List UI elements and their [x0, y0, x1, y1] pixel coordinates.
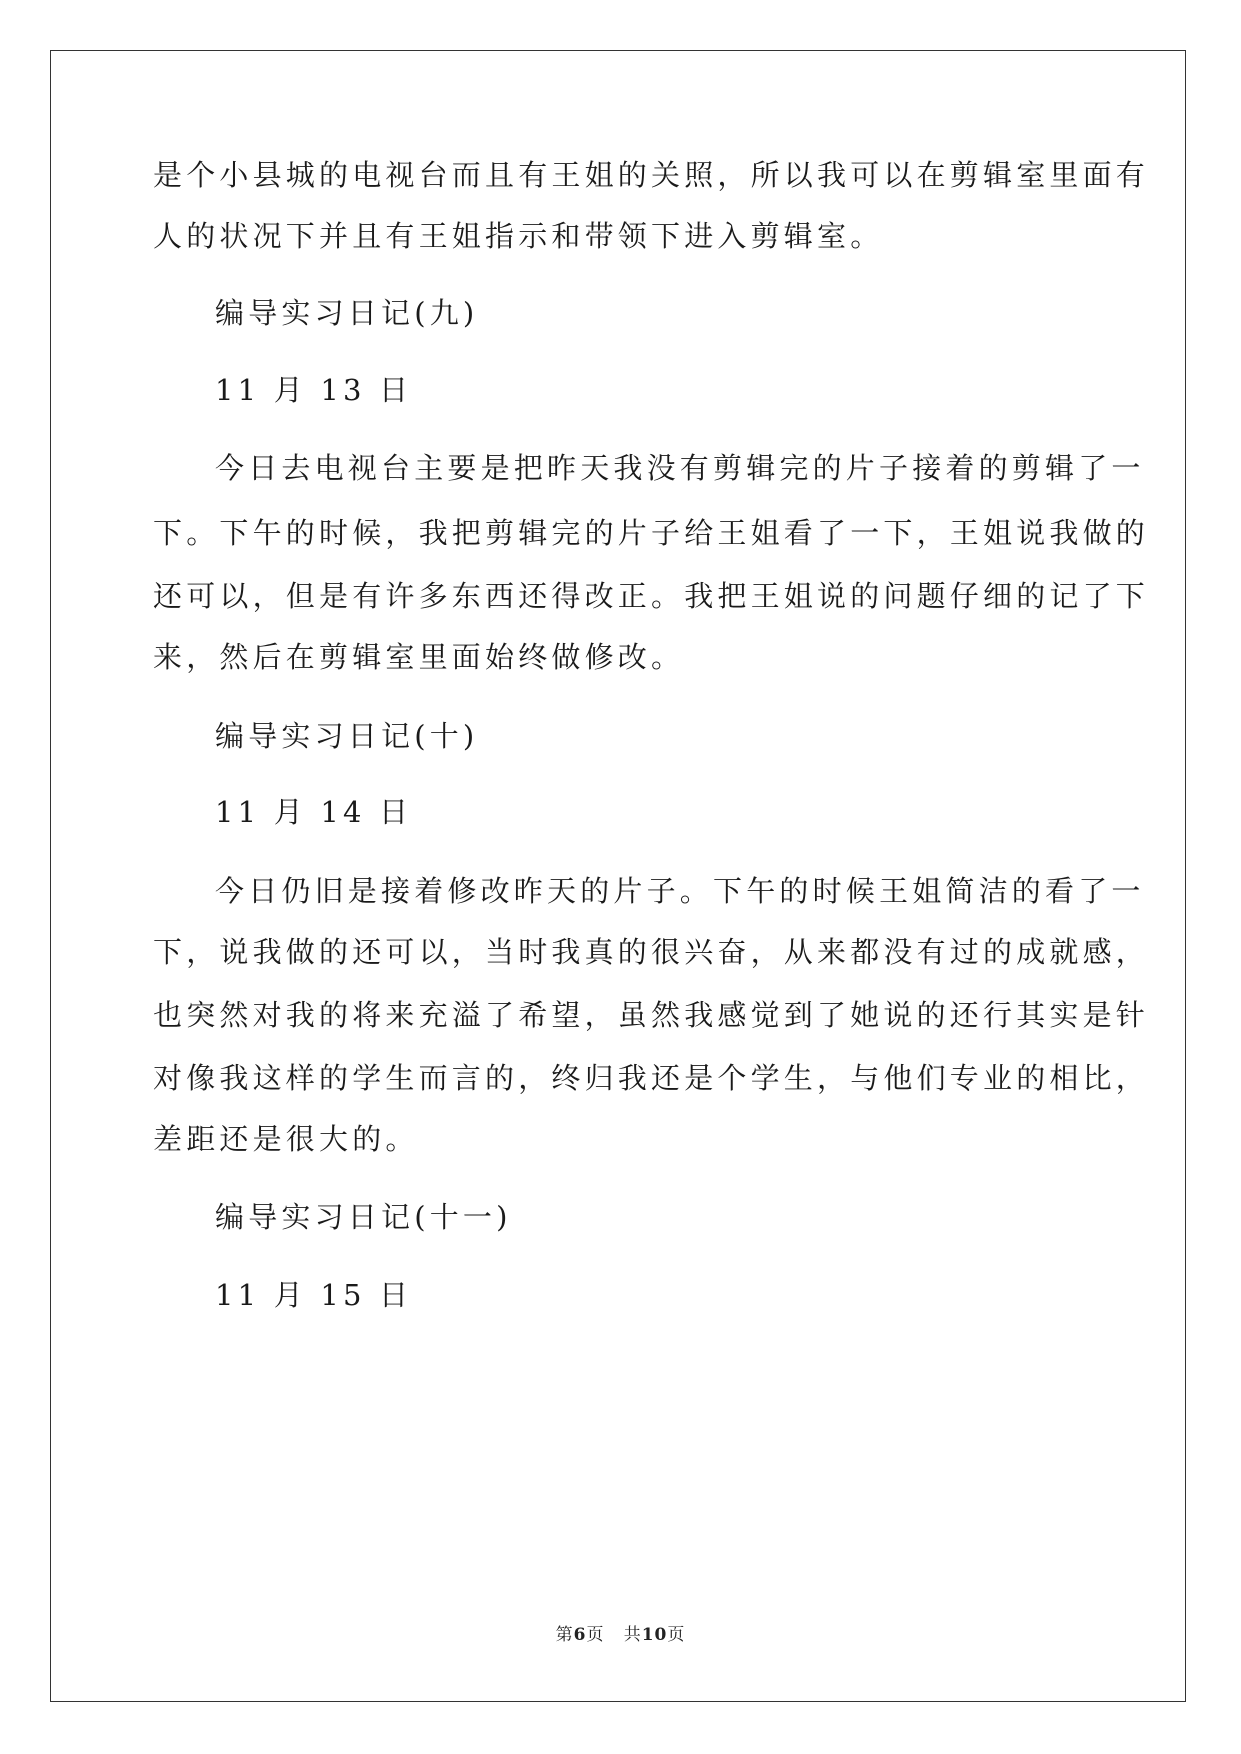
- section-heading: 编导实习日记(十): [215, 719, 479, 753]
- paragraph-line: 今日仍旧是接着修改昨天的片子。下午的时候王姐简洁的看了一: [215, 874, 1145, 908]
- page-prefix: 第: [555, 1625, 574, 1645]
- paragraph-line: 是个小县城的电视台而且有王姐的关照，所以我可以在剪辑室里面有: [153, 158, 1150, 192]
- paragraph-line: 下。下午的时候，我把剪辑完的片子给王姐看了一下，王姐说我做的: [153, 516, 1150, 550]
- total-prefix: 共: [623, 1625, 642, 1645]
- section-heading: 编导实习日记(九): [215, 296, 479, 330]
- paragraph-line: 今日去电视台主要是把昨天我没有剪辑完的片子接着的剪辑了一: [215, 451, 1145, 485]
- paragraph-line: 对像我这样的学生而言的，终归我还是个学生，与他们专业的相比，: [153, 1061, 1150, 1095]
- page-current: 6: [573, 1625, 587, 1645]
- page-suffix: 页: [586, 1625, 605, 1645]
- entry-date: 11 月 15 日: [215, 1278, 413, 1312]
- paragraph-line: 下，说我做的还可以，当时我真的很兴奋，从来都没有过的成就感，: [153, 935, 1150, 969]
- page-total: 10: [641, 1625, 668, 1645]
- paragraph-line: 差距还是很大的。: [153, 1122, 419, 1156]
- entry-date: 11 月 13 日: [215, 373, 413, 407]
- entry-date: 11 月 14 日: [215, 795, 413, 829]
- paragraph-line: 来，然后在剪辑室里面始终做修改。: [153, 640, 685, 674]
- section-heading: 编导实习日记(十一): [215, 1200, 512, 1234]
- paragraph-line: 人的状况下并且有王姐指示和带领下进入剪辑室。: [153, 219, 884, 253]
- total-suffix: 页: [667, 1625, 686, 1645]
- page-footer: [0, 1620, 1241, 1645]
- paragraph-line: 还可以，但是有许多东西还得改正。我把王姐说的问题仔细的记了下: [153, 579, 1150, 613]
- paragraph-line: 也突然对我的将来充溢了希望，虽然我感觉到了她说的还行其实是针: [153, 998, 1150, 1032]
